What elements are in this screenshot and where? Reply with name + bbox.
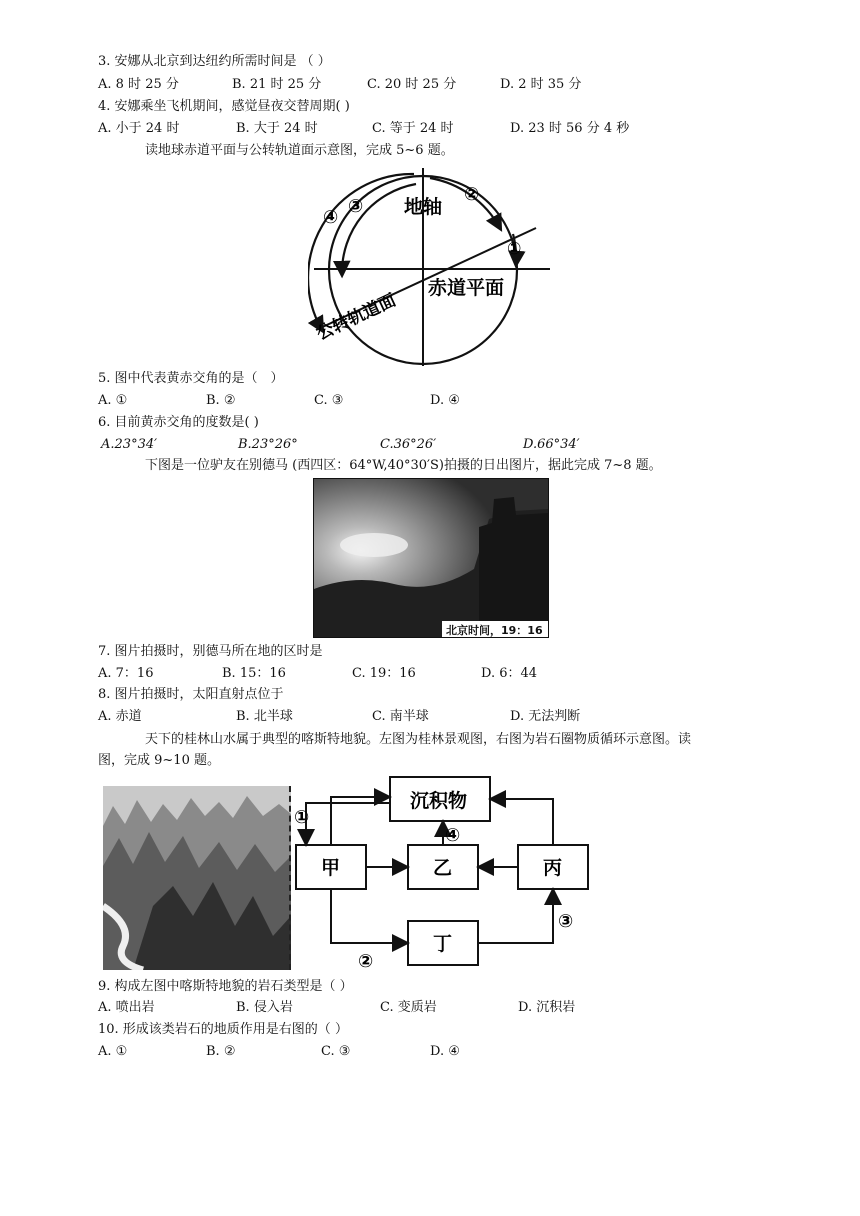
mark-c3: ③ (558, 911, 574, 932)
q4-option-a: A. 小于 24 时 (98, 121, 180, 136)
q10-option-d: D. ④ (430, 1044, 460, 1059)
mark-2: ② (464, 184, 480, 205)
q4-stem: 4. 安娜乘坐飞机期间，感觉昼夜交替周期( ) (98, 99, 350, 114)
q7-option-d: D. 6：44 (481, 666, 538, 681)
arrow-3 (478, 891, 553, 943)
guilin-landscape-photo (103, 786, 291, 970)
q7-stem: 7. 图片拍摄时，别德马所在地的区时是 (98, 644, 323, 659)
q5-option-a: A. ① (98, 393, 128, 408)
q5-stem: 5. 图中代表黄赤交角的是（ ） (98, 371, 284, 386)
q9-option-d: D. 沉积岩 (518, 1000, 576, 1015)
arrow-2 (331, 889, 406, 943)
mark-3: ③ (348, 196, 364, 217)
q6-option-d: D.66°34′ (523, 437, 580, 452)
q9-option-b: B. 侵入岩 (236, 1000, 293, 1015)
q8-option-c: C. 南半球 (372, 709, 429, 724)
q4-option-c: C. 等于 24 时 (372, 121, 454, 136)
q3-option-c: C. 20 时 25 分 (367, 77, 457, 92)
q7-option-c: C. 19：16 (352, 666, 416, 681)
q6-option-b: B.23°26° (238, 437, 298, 452)
arrow-1 (331, 797, 388, 845)
equator-label: 赤道平面 (428, 277, 505, 299)
orbit-label: 公转轨道面 (313, 290, 400, 345)
intro-7-8: 下图是一位驴友在别德马 (西四区：64°W,40°30′S)拍摄的日出图片，据此完成 7~8 题。 (145, 458, 662, 473)
q6-stem: 6. 目前黄赤交角的度数是( ) (98, 415, 259, 430)
q3-stem: 3. 安娜从北京到达纽约所需时间是 （ ） (98, 54, 331, 69)
mark-1: ① (507, 239, 522, 259)
intro-5-6: 读地球赤道平面与公转轨道面示意图，完成 5~6 题。 (145, 143, 454, 158)
axis-label: 地轴 (404, 196, 443, 218)
obliquity-diagram (308, 160, 558, 375)
q7-option-a: A. 7：16 (98, 666, 154, 681)
intro-9-10-line2: 图，完成 9~10 题。 (98, 753, 220, 768)
mark-c1: ① (294, 807, 310, 828)
q4-option-d: D. 23 时 56 分 4 秒 (510, 121, 630, 136)
label-bing: 丙 (543, 857, 563, 879)
q9-stem: 9. 构成左图中喀斯特地貌的岩石类型是（ ） (98, 979, 353, 994)
q10-stem: 10. 形成该类岩石的地质作用是右图的（ ） (98, 1022, 348, 1037)
label-jia: 甲 (321, 857, 341, 879)
photo-caption: 北京时间，19：16 (446, 624, 543, 637)
q4-option-b: B. 大于 24 时 (236, 121, 318, 136)
q8-option-b: B. 北半球 (236, 709, 293, 724)
q8-stem: 8. 图片拍摄时，太阳直射点位于 (98, 687, 284, 702)
label-sediment: 沉积物 (410, 790, 468, 812)
rock-cycle-diagram (292, 775, 612, 975)
q8-option-d: D. 无法判断 (510, 709, 581, 724)
q10-option-c: C. ③ (321, 1044, 351, 1059)
q10-option-a: A. ① (98, 1044, 128, 1059)
q5-option-b: B. ② (206, 393, 236, 408)
label-ding: 丁 (433, 933, 453, 955)
mark-c4: ④ (445, 825, 461, 846)
q9-option-a: A. 喷出岩 (98, 1000, 155, 1015)
q5-option-c: C. ③ (314, 393, 344, 408)
q3-option-b: B. 21 时 25 分 (232, 77, 322, 92)
q6-option-c: C.36°26′ (380, 437, 437, 452)
q3-option-d: D. 2 时 35 分 (500, 77, 582, 92)
q6-option-a: A.23°34′ (101, 437, 158, 452)
arrow-bing-sediment (492, 799, 553, 845)
arrow-sediment-jia (306, 803, 390, 843)
q9-option-c: C. 变质岩 (380, 1000, 437, 1015)
q5-option-d: D. ④ (430, 393, 460, 408)
sunrise-photo (313, 478, 549, 638)
q10-option-b: B. ② (206, 1044, 236, 1059)
mark-c2: ② (358, 951, 374, 972)
q8-option-a: A. 赤道 (98, 709, 142, 724)
photo-divider (289, 786, 291, 970)
q3-option-a: A. 8 时 25 分 (98, 77, 179, 92)
mark-4: ④ (323, 207, 339, 228)
q7-option-b: B. 15：16 (222, 666, 286, 681)
intro-9-10-line1: 天下的桂林山水属于典型的喀斯特地貌。左图为桂林景观图，右图为岩石圈物质循环示意图。读 (145, 732, 692, 747)
label-yi: 乙 (433, 857, 453, 879)
